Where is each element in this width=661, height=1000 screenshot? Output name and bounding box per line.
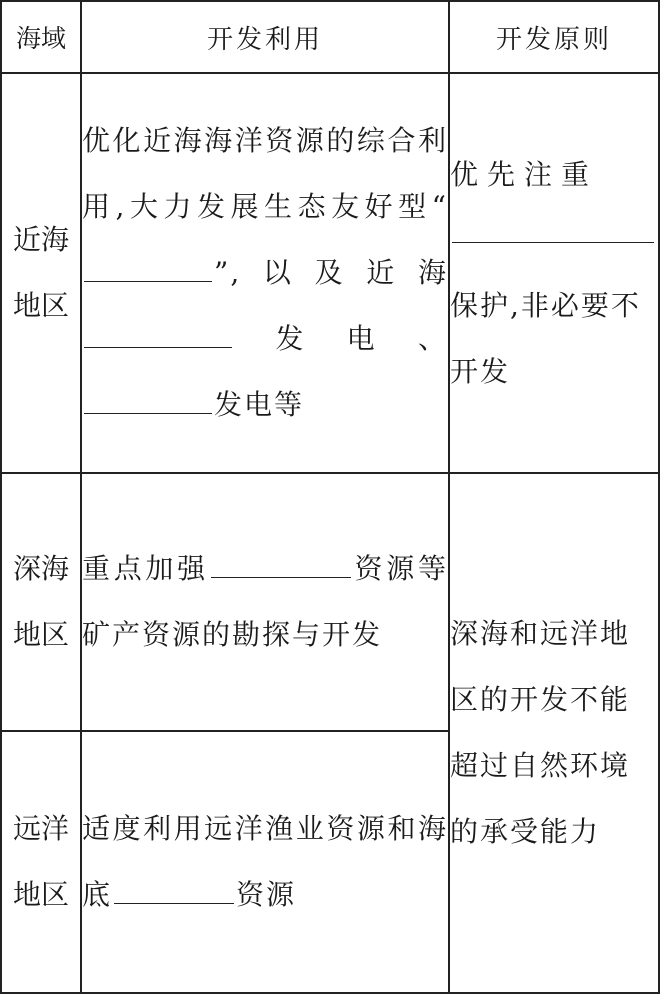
principle-nearshore [449,73,659,473]
use-text: 发电等 [214,388,305,421]
fill-blank[interactable] [452,208,654,243]
principle-text: 保护,非必要不开发 [450,288,641,388]
principle-deep-and-far-sea: 深海和远洋地区的开发不能超过自然环境的承受能力 [449,473,659,993]
use-text: 重点加强 [82,552,209,585]
region-label-line: 远洋 [12,812,69,845]
use-text: 适度利用远洋渔业资源和海底 [82,812,448,911]
use-text: ”,以及近海 [214,256,448,289]
table-row [1,473,659,731]
fill-blank[interactable] [211,553,351,578]
region-label-line: 地区 [12,878,69,911]
region-label-line: 地区 [12,289,69,322]
region-deep-sea [1,473,81,731]
use-text: 资源等矿产资源的勘探与开发 [82,552,448,651]
use-far-sea [81,731,449,993]
header-development-principle: 开发原则 [449,1,659,73]
region-nearshore [1,73,81,473]
fill-blank[interactable] [84,389,212,414]
use-text: 发电、 [234,322,448,355]
table-row [1,73,659,473]
fill-blank[interactable] [84,323,232,348]
fill-blank[interactable] [114,879,234,904]
use-text: 资源 [236,878,297,911]
use-text: 优化近海海洋资源的综合利用,大力发展生态友好型“ [82,124,448,223]
region-label-line: 近海 [12,223,69,256]
use-nearshore [81,73,449,473]
region-label-line: 深海 [12,552,69,585]
principle-text: 优先注重 [450,157,599,191]
region-far-sea [1,731,81,993]
region-label-line: 地区 [12,618,69,651]
header-development-use: 开发利用 [81,1,449,73]
header-sea-area: 海域 [1,1,81,73]
use-deep-sea [81,473,449,731]
header-row [1,1,659,73]
fill-blank[interactable] [84,257,212,282]
